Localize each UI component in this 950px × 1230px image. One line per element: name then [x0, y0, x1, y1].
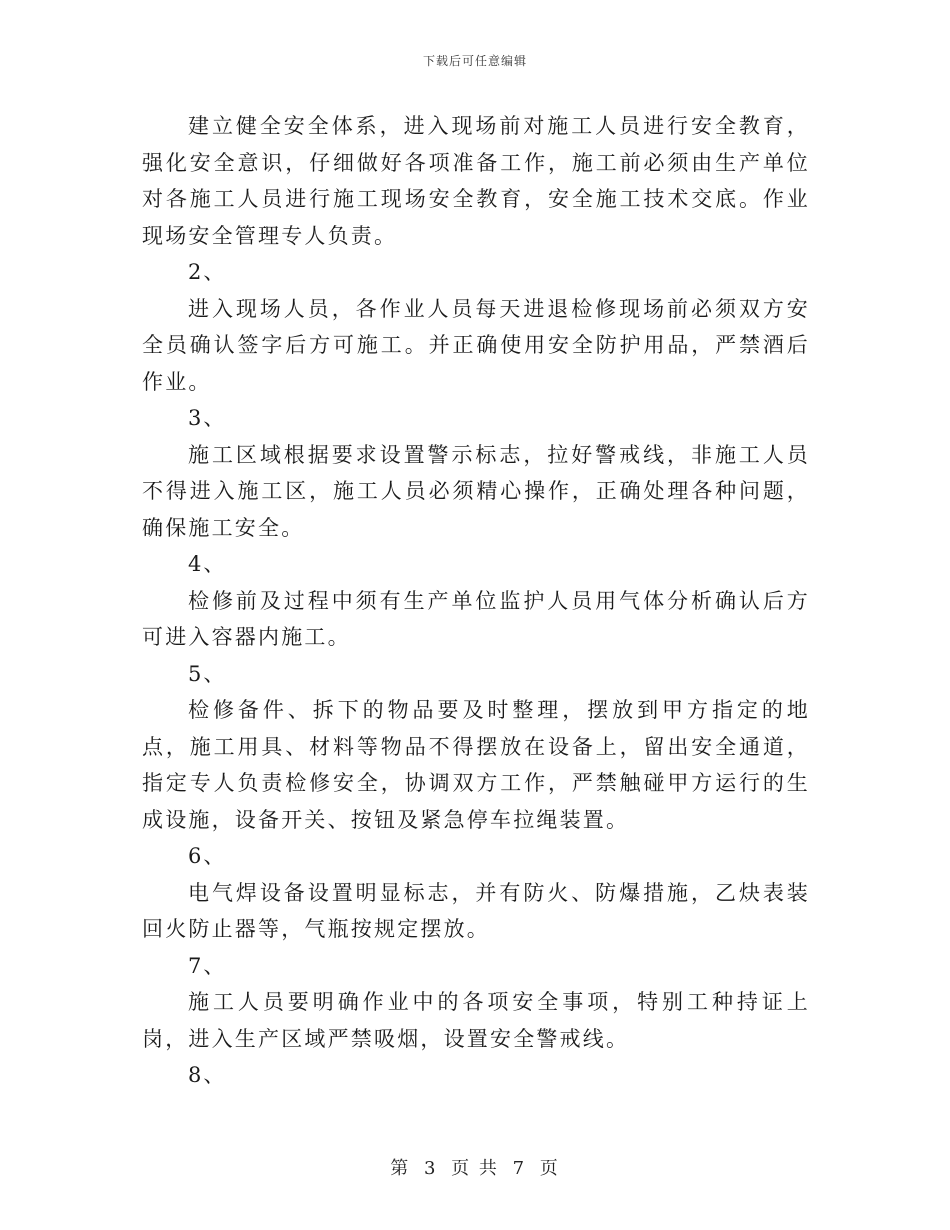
item-number-8: 8、	[188, 1063, 227, 1087]
page-header-note: 下载后可任意编辑	[422, 54, 527, 68]
item-number-4: 4、	[188, 552, 227, 576]
document-body	[142, 108, 810, 1094]
paragraph-warning-signs: 施工区域根据要求设置警示标志，拉好警戒线，非施工人员不得进入施工区，施工人员必须精心操作，正确处理各种问题，确保施工安全。	[142, 442, 810, 540]
footer-prefix: 第	[390, 1158, 411, 1179]
paragraph-site-entry: 进入现场人员，各作业人员每天进退检修现场前必须双方安全员确认签字后方可施工。并正确使用安全防护用品，严禁酒后作业。	[142, 296, 810, 394]
footer-middle: 页 共	[451, 1158, 499, 1179]
paragraph-spare-parts: 检修备件、拆下的物品要及时整理，摆放到甲方指定的地点，施工用具、材料等物品不得摆放在设备上，留出安全通道，指定专人负责检修安全，协调双方工作，严禁触碰甲方运行的生成设施，设备开关、按钮及紧急停车拉绳装置。	[142, 698, 810, 832]
item-number-6: 6、	[188, 844, 227, 868]
page-footer	[0, 1154, 950, 1180]
item-number-2: 2、	[188, 260, 227, 284]
paragraph-welding-equipment: 电气焊设备设置明显标志，并有防火、防爆措施，乙炔表装回火防止器等，气瓶按规定摆放。	[142, 880, 810, 941]
item-number-7: 7、	[188, 953, 227, 978]
item-number-3: 3、	[188, 406, 227, 430]
footer-suffix: 页	[539, 1158, 560, 1179]
footer-total-pages: 7	[512, 1158, 527, 1179]
paragraph-gas-analysis: 检修前及过程中须有生产单位监护人员用气体分析确认后方可进入容器内施工。	[142, 588, 810, 649]
paragraph-safety-matters: 施工人员要明确作业中的各项安全事项，特别工种持证上岗，进入生产区域严禁吸烟，设置安全警戒线。	[142, 990, 810, 1051]
footer-page-number: 3	[423, 1158, 438, 1179]
paragraph-safety-system: 建立健全安全体系，进入现场前对施工人员进行安全教育，强化安全意识，仔细做好各项准备工作，施工前必须由生产单位对各施工人员进行施工现场安全教育，安全施工技术交底。作业现场安全管理专人负责。	[142, 114, 810, 248]
item-number-5: 5、	[188, 661, 227, 686]
